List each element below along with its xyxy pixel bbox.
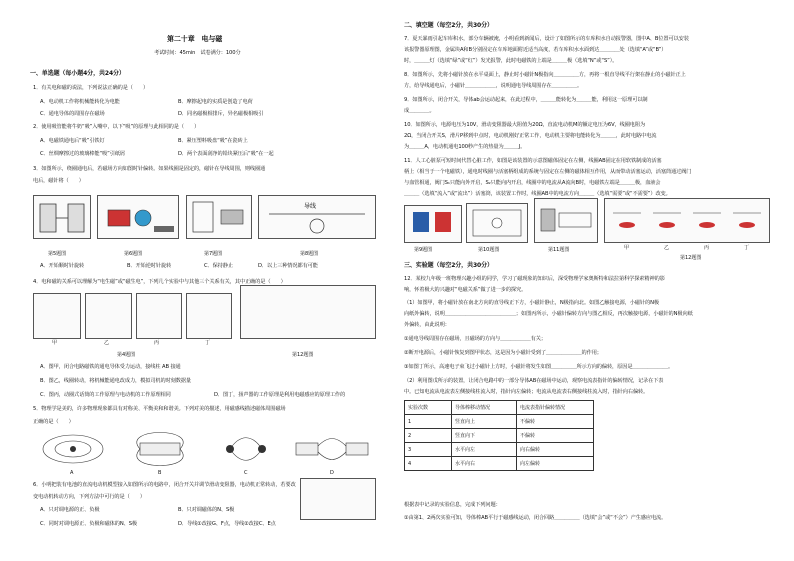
- q2-option-b[interactable]: B．紧压塑料吸盘“吸”在瓷砖上: [178, 138, 248, 144]
- figure-5-magnet: [33, 195, 91, 239]
- q3-option-b[interactable]: B．开始逆时针旋转: [127, 263, 172, 269]
- q6-option-b[interactable]: B．只对调磁体的N、S极: [178, 507, 235, 513]
- table-cell: 不偏转: [517, 429, 594, 443]
- question-12-line7: 中。已知电流从电流表左侧接线柱流入时，指针向左偏转；电流从电流表右侧接线柱流入时，指针向右偏转。: [404, 389, 649, 395]
- question-10-line3: 为＿＿＿A，电动机通电100秒产生的热量为＿＿＿J。: [404, 144, 526, 150]
- field-lines-option-b-icon[interactable]: [120, 432, 200, 466]
- circuit-coil-icon: [187, 196, 251, 238]
- section-single-choice: 一、单选题（每小题4分，共24分）: [30, 70, 125, 77]
- caption-fig6: 第6题图: [124, 251, 143, 257]
- fig12-label-jia: 甲: [624, 245, 630, 251]
- page-title: 第二十章 电与磁: [167, 35, 223, 43]
- question-3-line1: 3．如图所示，绕圈通电后，若磁场方向如图时针偏转。如果线圈是固定的，磁针在导线周围，则线圈通: [33, 166, 266, 172]
- question-12-line8: 根据表中记录的实验信息，完成下列问题：: [404, 502, 501, 508]
- table-cell: 竖直向上: [452, 415, 517, 429]
- caption-fig11: 第11题图: [548, 247, 570, 253]
- q1-option-a[interactable]: A．电动机工作将机械能转化为电能: [40, 99, 120, 105]
- q6-option-d[interactable]: D．导线①改接G、F点，导线②改接C、E点: [178, 521, 276, 527]
- figure-12-right: [604, 198, 770, 243]
- question-4: 4．电和磁的关系可以理解为“电生磁”或“磁生电”，下列几个实验中与其他三个关系有关，其中正确的是（ ）: [33, 279, 286, 285]
- question-12-line3: （1）如图甲，将小磁针放在南北方向的直导线正下方，小磁针静止，N极指向北。如图乙触接电源，小磁针的N极: [404, 300, 659, 306]
- table-row: [405, 415, 594, 429]
- question-12-line2: 响，怀着极大的兴趣对“电磁关系”做了进一步的探究。: [404, 287, 527, 293]
- question-10-line2: 2Ω，当闭合开关S，滑片P移到中点时，电动机刚好正常工作，电动机主要将电能转化为＿＿＿，此时电路中电流: [404, 133, 657, 139]
- q3-option-d[interactable]: D．以上三种情况都有可能: [258, 263, 318, 269]
- question-12-line6: （2）利用图戊所示的装置，让闭合电路中的一部分导体AB在磁场中运动，观察电流表指针的偏转情况，记录在下表: [404, 378, 664, 384]
- question-8-line1: 8．如图所示，先将小磁针放在水平桌面上，静止时小磁针N极指向＿＿＿＿＿方，再将一根直导线平行架在静止的小磁针正上: [404, 72, 686, 78]
- q2-option-c[interactable]: C．丝绸摩擦过的玻璃棒能“吸”引纸屑: [40, 151, 126, 157]
- fig4-label-ding: 丁: [205, 340, 211, 346]
- exam-meta: 考试时间：45min 试卷满分：100分: [154, 50, 241, 56]
- q2-option-a[interactable]: A．电磁铁通电后“吸”引铁钉: [40, 138, 105, 144]
- field-lines-option-d-icon[interactable]: [292, 432, 372, 466]
- figure-4-yi: [85, 293, 132, 339]
- q3-option-c[interactable]: C．保持静止: [204, 263, 233, 269]
- table-row: [405, 443, 594, 457]
- question-10-line1: 10．如图所示，电源电压为10V，滑动变阻器最大阻值为20Ω，直流电动机M的额定电压为6V，线圈电阻为: [404, 122, 646, 128]
- question-6-line1: 6．小明把装有电池的直流电动机模型接入如图所示的电路中，闭合开关并调节滑动变阻器，电动机正常转动，若要改: [33, 482, 296, 488]
- question-11-line2: 柄上（相当于一个电磁铁），通电时线圈与活塞柄组成的系统与固定在左侧的磁体相互作用，从而带动活塞运动，活塞筒通过阀门: [404, 169, 692, 175]
- caption-fig9: 第9题图: [414, 247, 433, 253]
- caption-fig12-left: 第12题图: [292, 352, 314, 358]
- section-experiment: 三、实验题（每空2分，共30分）: [404, 262, 493, 269]
- figure-4-ding: [186, 293, 232, 339]
- q4-option-a[interactable]: A．图甲，闭合电路磁铁的通电导体受力运动，接线柱 AB 接通: [40, 364, 181, 370]
- question-12-part1: ①通电导线周围存在磁场，且磁场的方向与＿＿＿＿＿＿有关；: [404, 336, 546, 342]
- table-header: 电流表指针偏转情况: [517, 401, 594, 415]
- heart-pump-icon: [535, 199, 597, 242]
- caption-fig12-right: 第12题图: [680, 255, 702, 261]
- question-6-line2: 变电动机转动方向，下列方法中可行的是（ ）: [33, 494, 145, 500]
- caption-fig10: 第10题图: [478, 247, 500, 253]
- fig12-label-ding: 丁: [744, 245, 750, 251]
- figure-6-motor-circuit: [300, 478, 376, 520]
- caption-fig8: 第8题图: [300, 251, 319, 257]
- fig12-label-bing: 丙: [704, 245, 710, 251]
- question-12-part2: ②断开电源后，小磁针恢复到图甲状态，这是因为小磁针受到了＿＿＿＿＿＿＿的作用；: [404, 350, 602, 356]
- figure-4-jia: [33, 293, 81, 339]
- question-1: 1．有关电和磁的说法，下列说法正确的是（ ）: [33, 85, 149, 91]
- question-7-line2: 该报警器原理图，金属块A和B分别固定在车库地面附近适当高度，若车库积水水面到达＿＿＿＿处（选填“A”或“B”）: [404, 47, 667, 53]
- compass-wire-series-icon: [605, 199, 769, 242]
- table-header-row: [405, 401, 594, 415]
- table-header: 实验次数: [405, 401, 452, 415]
- field-lines-option-c-icon[interactable]: [210, 432, 282, 466]
- question-12-line5: 外偏转，由此说明：: [404, 322, 450, 328]
- q4-option-c[interactable]: C．图丙，动圈式话筒的工作原理与电动机的工作原理相同: [40, 392, 171, 398]
- motor-apparatus-icon: [98, 196, 178, 238]
- q4-option-d[interactable]: D．图丁，扬声器的工作原理是利用电磁感应的原理工作的: [214, 392, 346, 398]
- fig4-label-yi: 乙: [104, 340, 110, 346]
- question-7-line3: 时，＿＿＿灯（选填“绿”或“红”）发光报警，此时电磁铁的上端是＿＿＿极（选填“N”或“S”）。: [404, 58, 618, 64]
- figure-9: [404, 205, 462, 243]
- motor-circuit-icon: [467, 204, 527, 242]
- q6-option-c[interactable]: C．同时对调电源正、负极和磁体的N、S极: [40, 521, 137, 527]
- q5-option-d[interactable]: D: [330, 470, 334, 476]
- table-cell: 3: [405, 443, 452, 457]
- question-12-part4: ①由第1、2两次实验可知，导体棒AB平行于磁感线运动，闭合回路＿＿＿＿＿（选填“会”或“不会”）产生感应电流。: [404, 515, 667, 521]
- q4-option-b[interactable]: B．图乙，线圈转动，将机械能通电改成力，模拟司机的时刻数据量: [40, 378, 191, 384]
- wire-compass-icon: [259, 196, 375, 238]
- question-11-line3: 与血管相通，阀门S₁只能向外开启，S₂只能向内开启，线圈中的电流从A流向B时，电磁铁左端是＿＿＿极，血液会: [404, 180, 661, 186]
- figure-10: [466, 203, 528, 243]
- magnet-rail-icon: [405, 206, 461, 242]
- question-12-line4: 向纸外偏转，说明＿＿＿＿＿＿＿＿＿＿＿＿＿＿；如图丙所示，小磁针偏转方向与图乙相反，再次触接电源，小磁针的N极向纸: [404, 311, 693, 317]
- table-cell: 水平向右: [452, 457, 517, 471]
- fig4-label-bing: 丙: [154, 340, 160, 346]
- table-cell: 1: [405, 415, 452, 429]
- experiment-table: [404, 400, 594, 471]
- table-cell: 向右偏转: [517, 443, 594, 457]
- question-3-line2: 电后，磁针将（ ）: [33, 178, 84, 184]
- question-9-line1: 9．如图所示，闭合开关，导体ab会运动起来，在此过程中，＿＿＿能转化为＿＿＿能，利用这一原理可以制: [404, 97, 648, 103]
- table-header: 导体棒移动情况: [452, 401, 517, 415]
- caption-fig5: 第5题图: [48, 251, 67, 257]
- table-cell: 竖直向下: [452, 429, 517, 443]
- figure-8-wire: [258, 195, 376, 239]
- figure-11: [534, 198, 598, 243]
- question-7-line1: 7．夏天暴雨引起车库积水，部分车辆被淹，小明看到新闻后，设计了如图所示的车库积水自动报警器，图中A、B位置可以安装: [404, 36, 689, 42]
- magnet-yoke-icon: [34, 196, 90, 238]
- q1-option-d[interactable]: D．同名磁极相排斥，异名磁极相吸引: [178, 111, 264, 117]
- q2-option-d[interactable]: D．两个表面刮净的铅块紧压后“吸”在一起: [178, 151, 274, 157]
- caption-fig4: 第4题图: [117, 352, 136, 358]
- table-cell: 不偏转: [517, 415, 594, 429]
- question-11-line4: ＿＿＿（选填“流入”或“流出”）活塞筒，该装置工作时，线圈AB中的电流方向＿＿＿（选填“需要”或“不需要”）改变。: [404, 191, 671, 197]
- section-fill-blank: 二、填空题（每空2分，共30分）: [404, 22, 493, 29]
- question-2: 2．使用吸管能将牛奶“吸”入嘴中，以下“吸”的原理与此相同的是（ ）: [33, 124, 200, 130]
- figure-4-bing: [136, 293, 182, 339]
- table-row: [405, 457, 594, 471]
- q5-option-c[interactable]: C: [244, 470, 248, 476]
- question-12-line1: 12．某校九年级一班物理兴趣小组的同学，学习了磁现象的知识后，深受物理学家奥斯特和法拉第科学探索精神的影: [404, 276, 665, 282]
- figure-6-motor: [97, 195, 179, 239]
- figure-12-left: [240, 285, 376, 339]
- table-row: [405, 429, 594, 443]
- q5-option-b[interactable]: B: [158, 470, 162, 476]
- question-12-part3: ③如图丁所示，高速电子束飞过小磁针上方时，小磁针将发生如图＿＿＿＿＿所示方向的偏转，原因是＿＿＿＿＿＿＿。: [404, 364, 674, 370]
- q1-option-b[interactable]: B．摩擦起电的实质是创造了电荷: [178, 99, 253, 105]
- table-cell: 2: [405, 429, 452, 443]
- q5-option-a[interactable]: A: [70, 470, 74, 476]
- question-9-line2: 成＿＿＿＿。: [404, 108, 435, 114]
- q1-option-c[interactable]: C．通电导体的周围存在磁场: [40, 111, 105, 117]
- table-cell: 4: [405, 457, 452, 471]
- fig4-label-jia: 甲: [52, 340, 58, 346]
- figure-7-circuit: [186, 195, 252, 239]
- question-8-line2: 方，给导线通电后，小磁针＿＿＿＿＿＿，说明通电导线周围存在＿＿＿＿＿。: [404, 83, 583, 89]
- svg-text:导线: 导线: [304, 203, 317, 210]
- q3-option-a[interactable]: A．开始顺时针旋转: [40, 263, 85, 269]
- table-cell: 水平向左: [452, 443, 517, 457]
- question-11-line1: 11．人工心脏泵可短时间代替心脏工作，如图是该装置的示意图磁体固定在左侧，线圈AB固定在用软铁制成的活塞: [404, 158, 662, 164]
- q6-option-a[interactable]: A．只对调电源的正、负极: [40, 507, 100, 513]
- field-lines-option-a-icon[interactable]: [38, 432, 108, 466]
- question-5-line2: 正确的是（ ）: [33, 419, 74, 425]
- caption-fig7: 第7题图: [204, 251, 223, 257]
- question-5-line1: 5．物理学是美的，许多物理现象都具有对称美、平衡美和和谐美。下列对美的描述，用磁感线描述磁体周围磁场: [33, 406, 286, 412]
- table-cell: 向左偏转: [517, 457, 594, 471]
- fig12-label-yi: 乙: [664, 245, 670, 251]
